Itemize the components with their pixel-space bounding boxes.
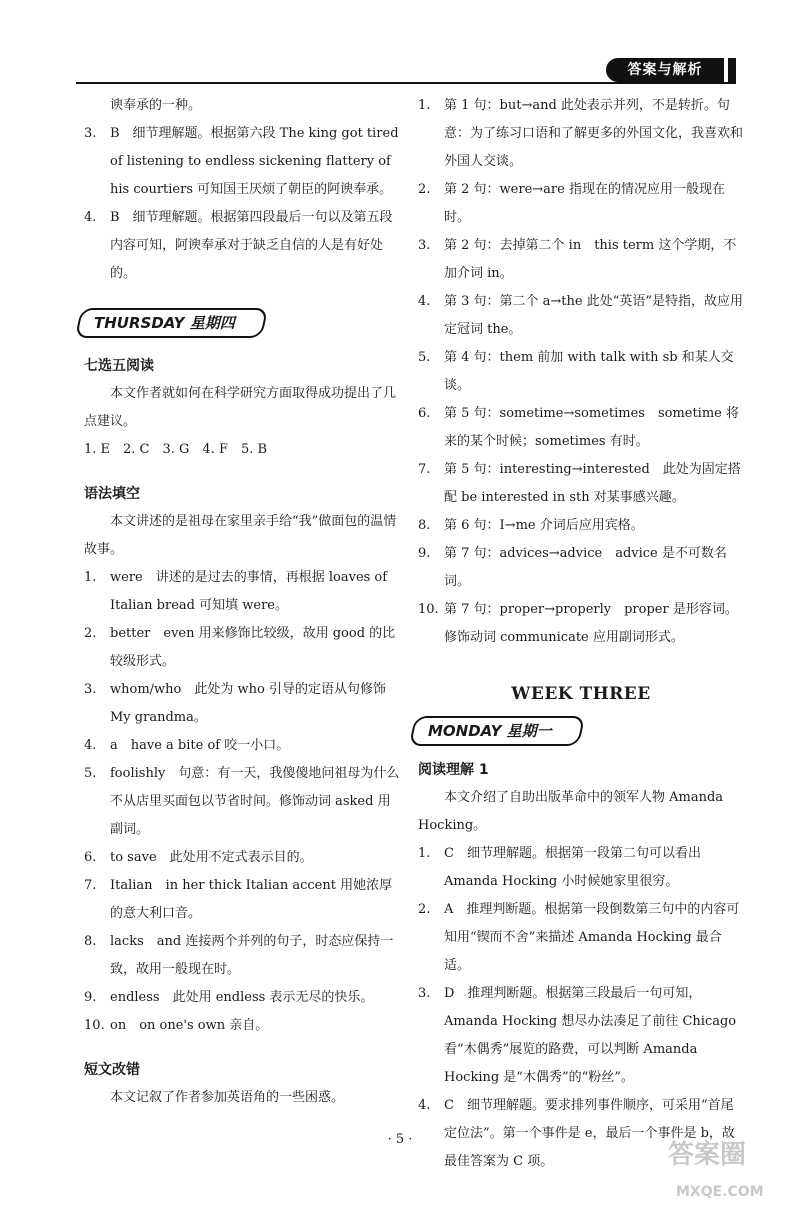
item-number: 7. xyxy=(418,462,431,477)
grammar-summary: 本文讲述的是祖母在家里亲手给“我”做面包的温情故事。 xyxy=(84,514,397,557)
list-item xyxy=(84,676,400,732)
week-title: WEEK THREE xyxy=(511,684,651,704)
item-text: 第 7 句：proper→properly proper 是形容词。修饰动词 communicate 应用副词形式。 xyxy=(444,602,738,645)
item-text: 第 2 句：去掉第二个 in this term 这个学期，不加介词 in。 xyxy=(444,238,737,281)
item-number: 8. xyxy=(418,518,431,533)
list-item xyxy=(418,92,744,176)
item-text: 第 1 句：but→and 此处表示并列，不是转折。句意：为了练习口语和了解更多的外国文化，我喜欢和外国人交谈。 xyxy=(444,98,744,169)
item-text: lacks and 连接两个并列的句子，时态应保持一致，故用一般现在时。 xyxy=(110,934,394,977)
list-item xyxy=(418,176,744,232)
list-item xyxy=(84,204,400,288)
grammar-title: 语法填空 xyxy=(84,486,140,502)
list-item xyxy=(84,928,400,984)
item-text: B 细节理解题。根据第四段最后一句以及第五段内容可知，阿谀奉承对于缺乏自信的人是有好处的。 xyxy=(110,210,393,281)
watermark-url: MXQE.COM xyxy=(676,1184,764,1200)
item-number: 6. xyxy=(84,850,97,865)
item-number: 10. xyxy=(84,1018,105,1033)
item-number: 3. xyxy=(84,126,97,141)
item-text: A 推理判断题。根据第一段倒数第三句中的内容可知用“锲而不舍”来描述 Amanda Hocking 最合适。 xyxy=(444,902,740,973)
list-item xyxy=(418,456,744,512)
item-text: better even 用来修饰比较级，故用 good 的比较级形式。 xyxy=(110,626,396,669)
item-number: 4. xyxy=(418,294,431,309)
wednesday-answers xyxy=(84,120,400,288)
item-text: foolishly 句意：有一天，我傻傻地问祖母为什么不从店里买面包以节省时间。修饰动词 asked 用副词。 xyxy=(110,766,400,837)
item-number: 8. xyxy=(84,934,97,949)
list-item xyxy=(418,596,744,652)
list-item xyxy=(84,564,400,620)
grammar-answers xyxy=(84,564,400,1040)
list-item xyxy=(418,980,744,1092)
item-text: whom/who 此处为 who 引导的定语从句修饰 My grandma。 xyxy=(110,682,386,725)
list-item xyxy=(84,120,400,204)
thursday-banner: THURSDAY 星期四 xyxy=(75,308,268,338)
monday-banner: MONDAY 星期一 xyxy=(409,716,585,746)
item-number: 3. xyxy=(418,238,431,253)
qxwx-answers: 1. E 2. C 3. G 4. F 5. B xyxy=(84,442,268,457)
list-item xyxy=(418,896,744,980)
item-number: 1. xyxy=(418,846,431,861)
item-text: 第 2 句：were→are 指现在的情况应用一般现在时。 xyxy=(444,182,725,225)
reading-title: 阅读理解 1 xyxy=(418,762,489,778)
list-item xyxy=(418,512,744,540)
item-number: 2. xyxy=(418,182,431,197)
item-number: 9. xyxy=(84,990,97,1005)
item-text: B 细节理解题。根据第六段 The king got tired of listening to endless sickening flattery of his courtiers 可知国王厌烦了朝臣的阿谀奉承。 xyxy=(110,126,399,197)
item-text: to save 此处用不定式表示目的。 xyxy=(110,850,313,865)
section-tab: 答案与解析 xyxy=(606,58,724,82)
list-item xyxy=(84,732,400,760)
item-text: were 讲述的是过去的事情，再根据 loaves of Italian bread 可知填 were。 xyxy=(110,570,388,613)
item-text: 第 5 句：interesting→interested 此处为固定搭配 be interested in sth 对某事感兴趣。 xyxy=(444,462,741,505)
item-number: 2. xyxy=(418,902,431,917)
left-column xyxy=(84,92,400,1112)
header-bar xyxy=(728,58,736,82)
item-text: on on one's own 亲自。 xyxy=(110,1018,269,1033)
error-summary: 本文记叙了作者参加英语角的一些困惑。 xyxy=(110,1090,345,1105)
list-item xyxy=(418,344,744,400)
item-number: 6. xyxy=(418,406,431,421)
item-text: 第 5 句：sometime→sometimes sometime 将来的某个时候；sometimes 有时。 xyxy=(444,406,739,449)
reading-summary: 本文介绍了自助出版革命中的领军人物 Amanda Hocking。 xyxy=(418,790,724,833)
item-number: 1. xyxy=(418,98,431,113)
watermark-logo: 答案圈 xyxy=(668,1140,747,1170)
item-number: 10. xyxy=(418,602,439,617)
page-number: · 5 · xyxy=(387,1132,413,1147)
item-number: 4. xyxy=(84,738,97,753)
item-text: endless 此处用 endless 表示无尽的快乐。 xyxy=(110,990,374,1005)
error-answers xyxy=(418,92,744,652)
list-item xyxy=(84,620,400,676)
item-number: 5. xyxy=(84,766,97,781)
list-item xyxy=(84,1012,400,1040)
list-item xyxy=(418,840,744,896)
item-number: 3. xyxy=(418,986,431,1001)
item-number: 7. xyxy=(84,878,97,893)
item-text: 第 3 句：第二个 a→the 此处“英语”是特指，故应用定冠词 the。 xyxy=(444,294,744,337)
item-text: C 细节理解题。要求排列事件顺序，可采用“首尾定位法”。第一个事件是 e，最后一个事件是 b，故最佳答案为 C 项。 xyxy=(444,1098,735,1169)
item-text: D 推理判断题。根据第三段最后一句可知，Amanda Hocking 想尽办法凑足了前往 Chicago 看“木偶秀”展览的路费，可以判断 Amanda Hocking 是“木偶秀”的“粉丝”。 xyxy=(444,986,737,1085)
item-number: 9. xyxy=(418,546,431,561)
item-number: 2. xyxy=(84,626,97,641)
item-text: 第 6 句：I→me 介词后应用宾格。 xyxy=(444,518,644,533)
list-item xyxy=(418,288,744,344)
list-item xyxy=(84,760,400,844)
item-number: 3. xyxy=(84,682,97,697)
item-number: 4. xyxy=(418,1098,431,1113)
right-column xyxy=(418,92,744,1176)
intro-tail: 谀奉承的一种。 xyxy=(110,98,202,113)
item-number: 5. xyxy=(418,350,431,365)
item-number: 4. xyxy=(84,210,97,225)
error-title: 短文改错 xyxy=(84,1062,140,1078)
list-item xyxy=(84,844,400,872)
item-text: a have a bite of 咬一小口。 xyxy=(110,738,290,753)
qxwx-summary: 本文作者就如何在科学研究方面取得成功提出了几点建议。 xyxy=(84,386,397,429)
list-item xyxy=(84,984,400,1012)
list-item xyxy=(418,540,744,596)
list-item xyxy=(418,232,744,288)
list-item xyxy=(84,872,400,928)
list-item xyxy=(418,400,744,456)
item-text: C 细节理解题。根据第一段第二句可以看出 Amanda Hocking 小时候她家里很穷。 xyxy=(444,846,701,889)
header-divider xyxy=(76,82,736,84)
qxwx-title: 七选五阅读 xyxy=(84,358,154,374)
item-number: 1. xyxy=(84,570,97,585)
item-text: 第 4 句：them 前加 with talk with sb 和某人交谈。 xyxy=(444,350,734,393)
item-text: 第 7 句：advices→advice advice 是不可数名词。 xyxy=(444,546,727,589)
item-text: Italian in her thick Italian accent 用她浓厚的意大利口音。 xyxy=(110,878,393,921)
